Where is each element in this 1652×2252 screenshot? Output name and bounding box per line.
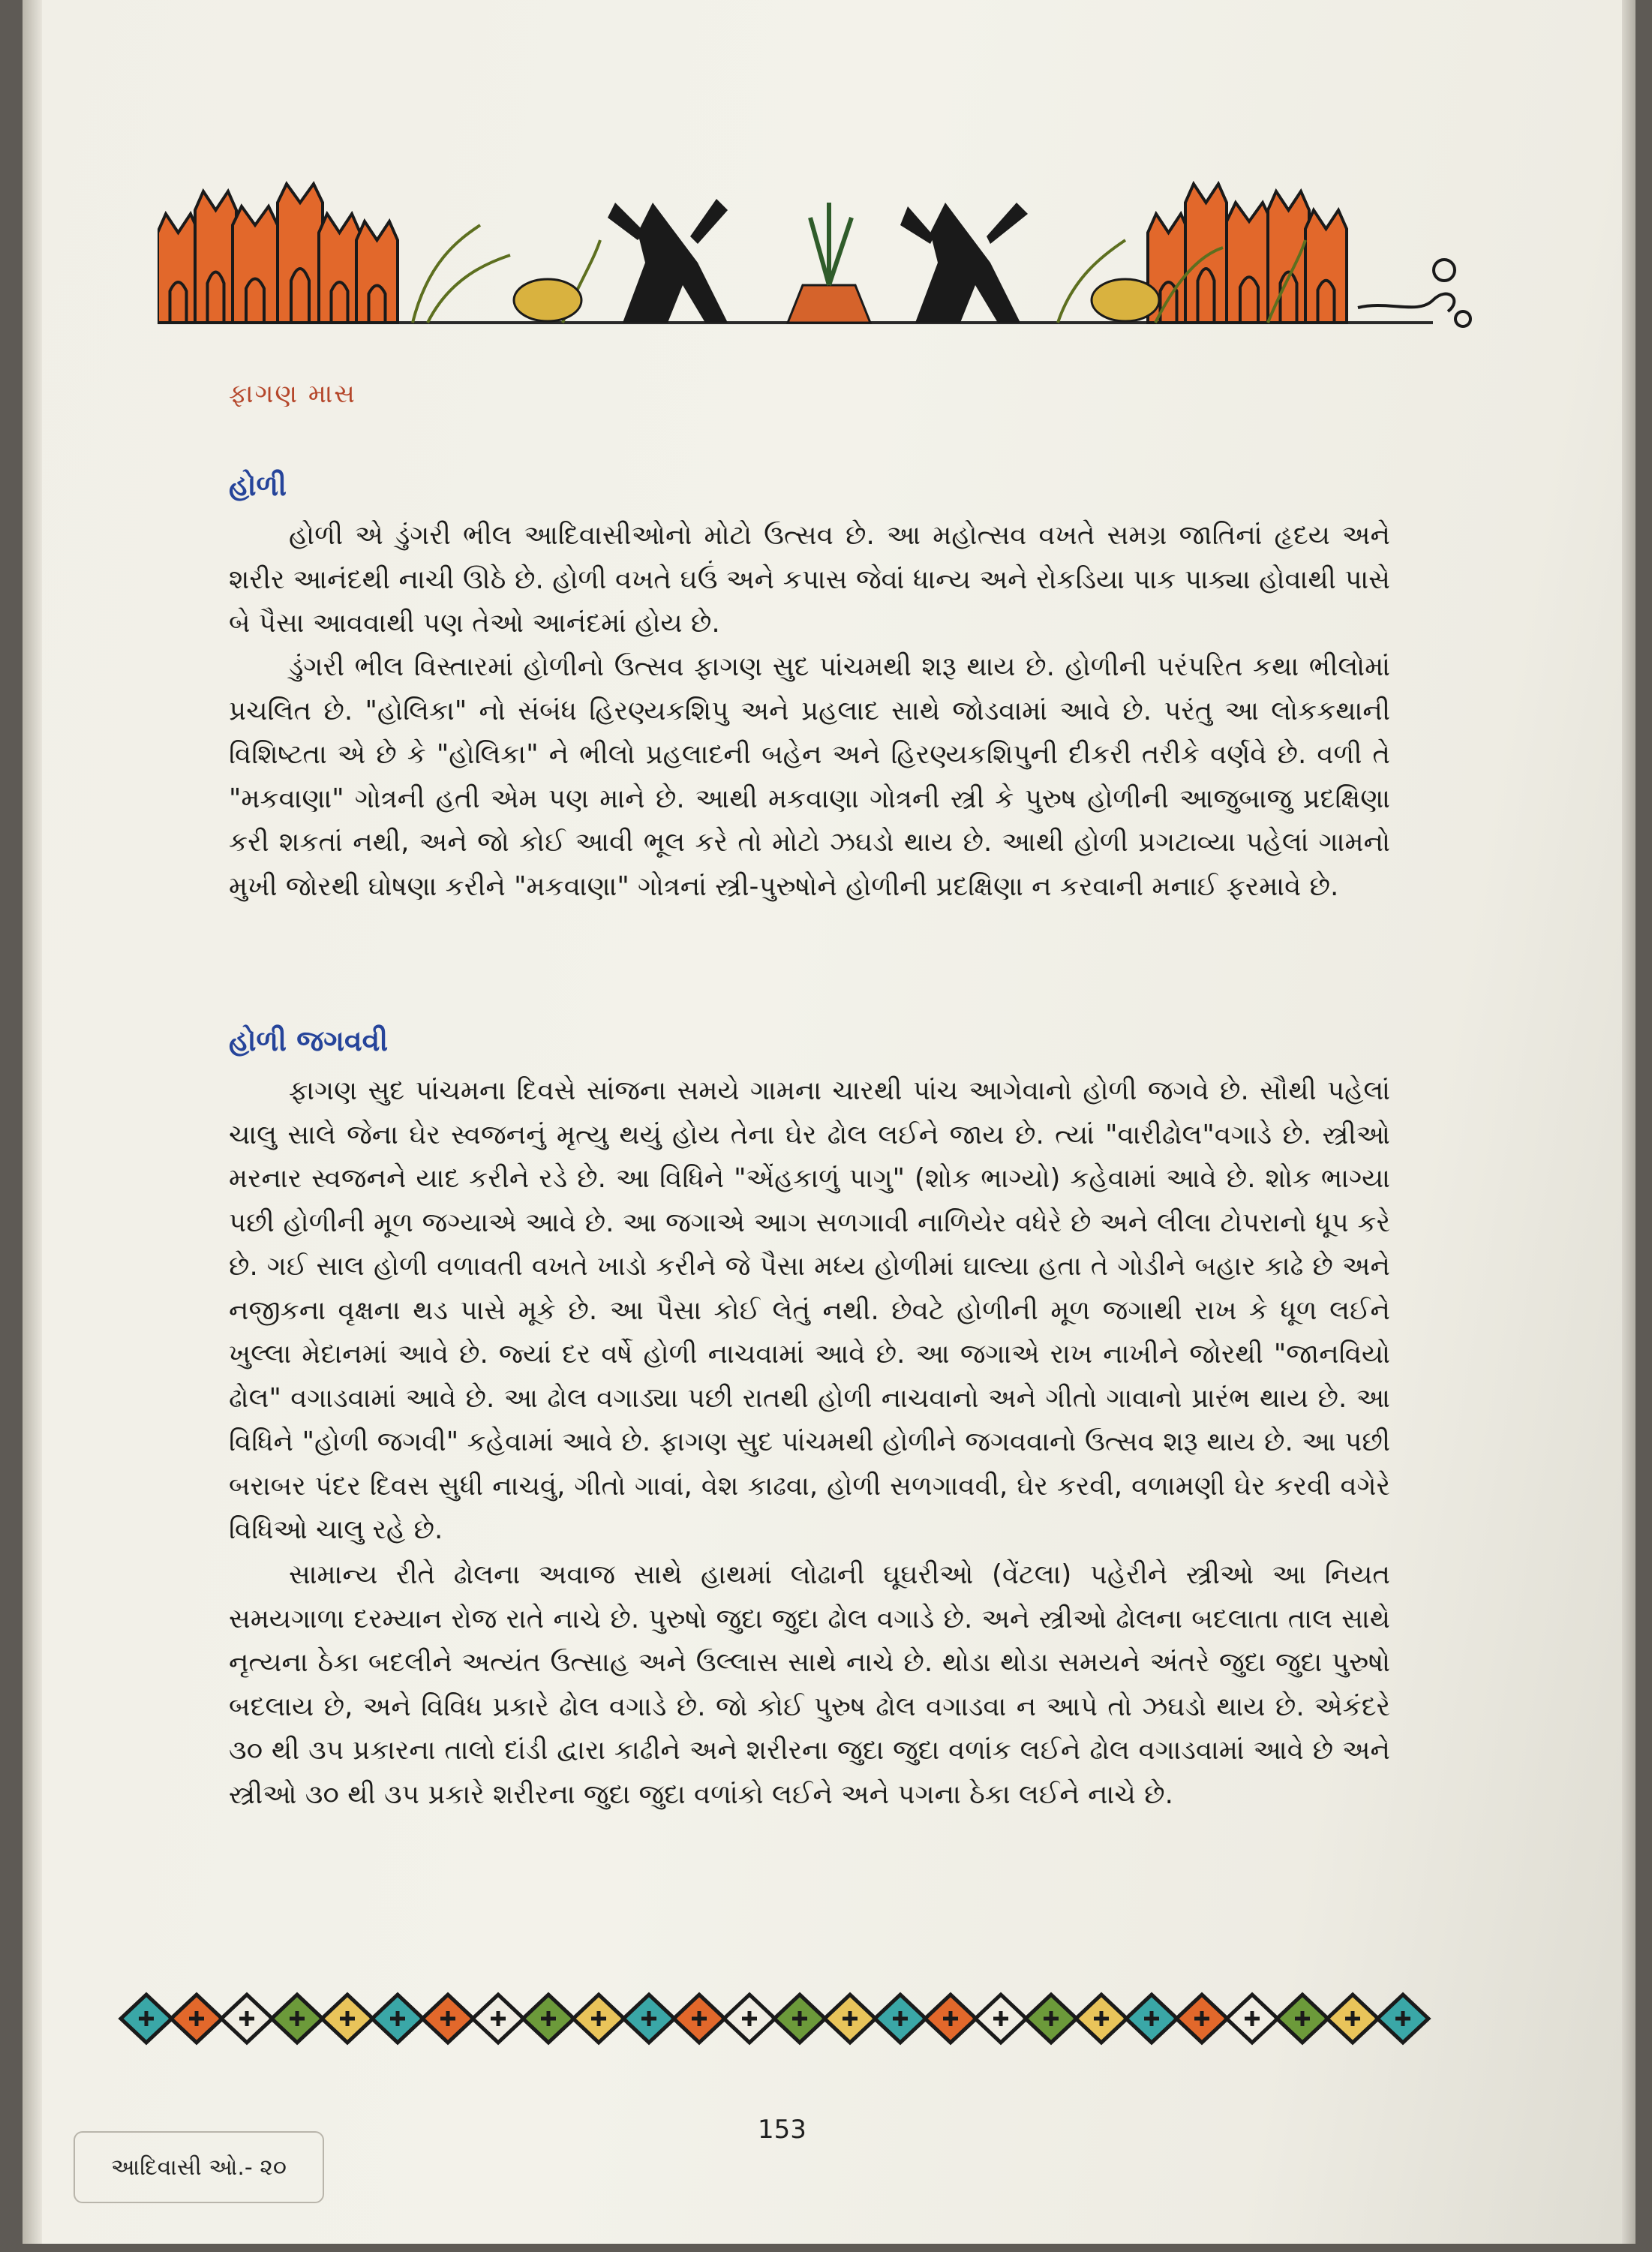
page-number: 153 — [758, 2115, 806, 2145]
library-stamp: આદિવાસી ઓ.- ૨૦ — [74, 2131, 324, 2203]
section-heading: ફાગણ માસ — [229, 379, 356, 409]
page-edge-shadow — [1622, 0, 1635, 2244]
paragraph-jagavavi-2: સામાન્ય રીતે ઢોલના અવાજ સાથે હાથમાં લોઢાની ઘૂઘરીઓ (વેંટલા) પહેરીને સ્ત્રીઓ આ નિયત સમયગાળા દરમ્યાન રોજ રાતે નાચે છે. પુરુષો જુદા જુદા ઢોલ વગાડે છે. અને સ્ત્રીઓ ઢોલના બદલાતા તાલ સાથે નૃત્યના ઠેકા બદલીને અત્યંત ઉત્સાહ અને ઉલ્લાસ સાથે નાચે છે. થોડા થોડા સમયને અંતરે જુદા જુદા પુરુષો બદલાય છે, અને વિવિધ પ્રકારે ઢોલ વગાડે છે. જો કોઈ પુરુષ ઢોલ વગાડવા ન આપે તો ઝઘડો થાય છે. એકંદરે ૩૦ થી ૩૫ પ્રકારના તાલો દાંડી દ્વારા કાઢીને અને શરીરના જુદા જુદા વળાંક લઈને ઢોલ વગાડવામાં આવે છે અને સ્ત્રીઓ ૩૦ થી ૩૫ પ્રકારે શરીરના જુદા જુદા વળાંકો લઈને અને પગના ઠેકા લઈને નાચે છે. — [229, 1559, 1390, 1810]
page-fold-shadow — [23, 0, 42, 2244]
paragraph-holi-2: ડુંગરી ભીલ વિસ્તારમાં હોળીનો ઉત્સવ ફાગણ સુદ પાંચમથી શરૂ થાય છે. હોળીની પરંપરિત કથા ભીલોમાં પ્રચલિત છે. "હોલિકા" નો સંબંધ હિરણ્યકશિપુ અને પ્રહલાદ સાથે જોડવામાં આવે છે. પરંતુ આ લોકકથાની વિશિષ્ટતા એ છે કે "હોલિકા" ને ભીલો પ્રહલાદની બહેન અને હિરણ્યકશિપુની દીકરી તરીકે વર્ણવે છે. વળી તે "મકવાણા" ગોત્રની હતી એમ પણ માને છે. આથી મકવાણા ગોત્રની સ્ત્રી કે પુરુષ હોળીની આજુબાજુ પ્રદક્ષિણા કરી શકતાં નથી, અને જો કોઈ આવી ભૂલ કરે તો મોટો ઝઘડો થાય છે. આથી હોળી પ્રગટાવ્યા પહેલાં ગામનો મુખી જોરથી ઘોષણા કરીને "મકવાણા" ગોત્રનાં સ્ત્રી-પુરુષોને હોળીની પ્રદક્ષિણા ન કરવાની મનાઈ ફરમાવે છે. — [229, 651, 1390, 902]
title-holi-jagavavi: હોળી જગવવી — [229, 1024, 389, 1057]
top-ornament-illustration — [158, 173, 1478, 345]
paragraph-jagavavi-1: ફાગણ સુદ પાંચમના દિવસે સાંજના સમયે ગામના ચારથી પાંચ આગેવાનો હોળી જગવે છે. સૌથી પહેલાં ચાલુ સાલે જેના ઘેર સ્વજનનું મૃત્યુ થયું હોય તેના ઘેર ઢોલ લઈને જાય છે. ત્યાં "વારીઢોલ"વગાડે છે. સ્ત્રીઓ મરનાર સ્વજનને યાદ કરીને રડે છે. આ વિધિને "એંહકાળું પાગુ" (શોક ભાગ્યો) કહેવામાં આવે છે. શોક ભાગ્યા પછી હોળીની મૂળ જગ્યાએ આવે છે. આ જગાએ આગ સળગાવી નાળિયેર વધેરે છે અને લીલા ટોપરાનો ધૂપ કરે છે. ગઈ સાલ હોળી વળાવતી વખતે ખાડો કરીને જે પૈસા મધ્ય હોળીમાં ઘાલ્યા હતા તે ગોડીને બહાર કાઢે છે અને નજીકના વૃક્ષના થડ પાસે મૂકે છે. આ પૈસા કોઈ લેતું નથી. છેવટે હોળીની મૂળ જગાથી રાખ કે ધૂળ લઈને ખુલ્લા મેદાનમાં આવે છે. જ્યાં દર વર્ષે હોળી નાચવામાં આવે છે. આ જગાએ રાખ નાખીને જોરથી "જાનવિયો ઢોલ" વગાડવામાં આવે છે. આ ઢોલ વગાડ્યા પછી રાતથી હોળી નાચવાનો અને ગીતો ગાવાનો પ્રારંભ થાય છે. આ વિધિને "હોળી જગવી" કહેવામાં આવે છે. ફાગણ સુદ પાંચમથી હોળીને જગવવાનો ઉત્સવ શરૂ થાય છે. આ પછી બરાબર પંદર દિવસ સુધી નાચવું, ગીતો ગાવાં, વેશ કાઢવા, હોળી સળગાવવી, ઘેર કરવી, વળામણી ઘેર કરવી વગેરે વિધિઓ ચાલુ રહે છે. — [229, 1075, 1390, 1545]
bottom-ornament-border — [116, 1981, 1467, 2056]
book-page — [23, 0, 1635, 2244]
paragraph-holi-1: હોળી એ ડુંગરી ભીલ આદિવાસીઓનો મોટો ઉત્સવ છે. આ મહોત્સવ વખતે સમગ્ર જાતિનાં હૃદય અને શરીર આનંદથી નાચી ઊઠે છે. હોળી વખતે ઘઉં અને કપાસ જેવાં ધાન્ય અને રોકડિયા પાક પાક્યા હોવાથી પાસે બે પૈસા આવવાથી પણ તેઓ આનંદમાં હોય છે. — [229, 520, 1390, 639]
title-holi: હોળી — [229, 469, 287, 502]
